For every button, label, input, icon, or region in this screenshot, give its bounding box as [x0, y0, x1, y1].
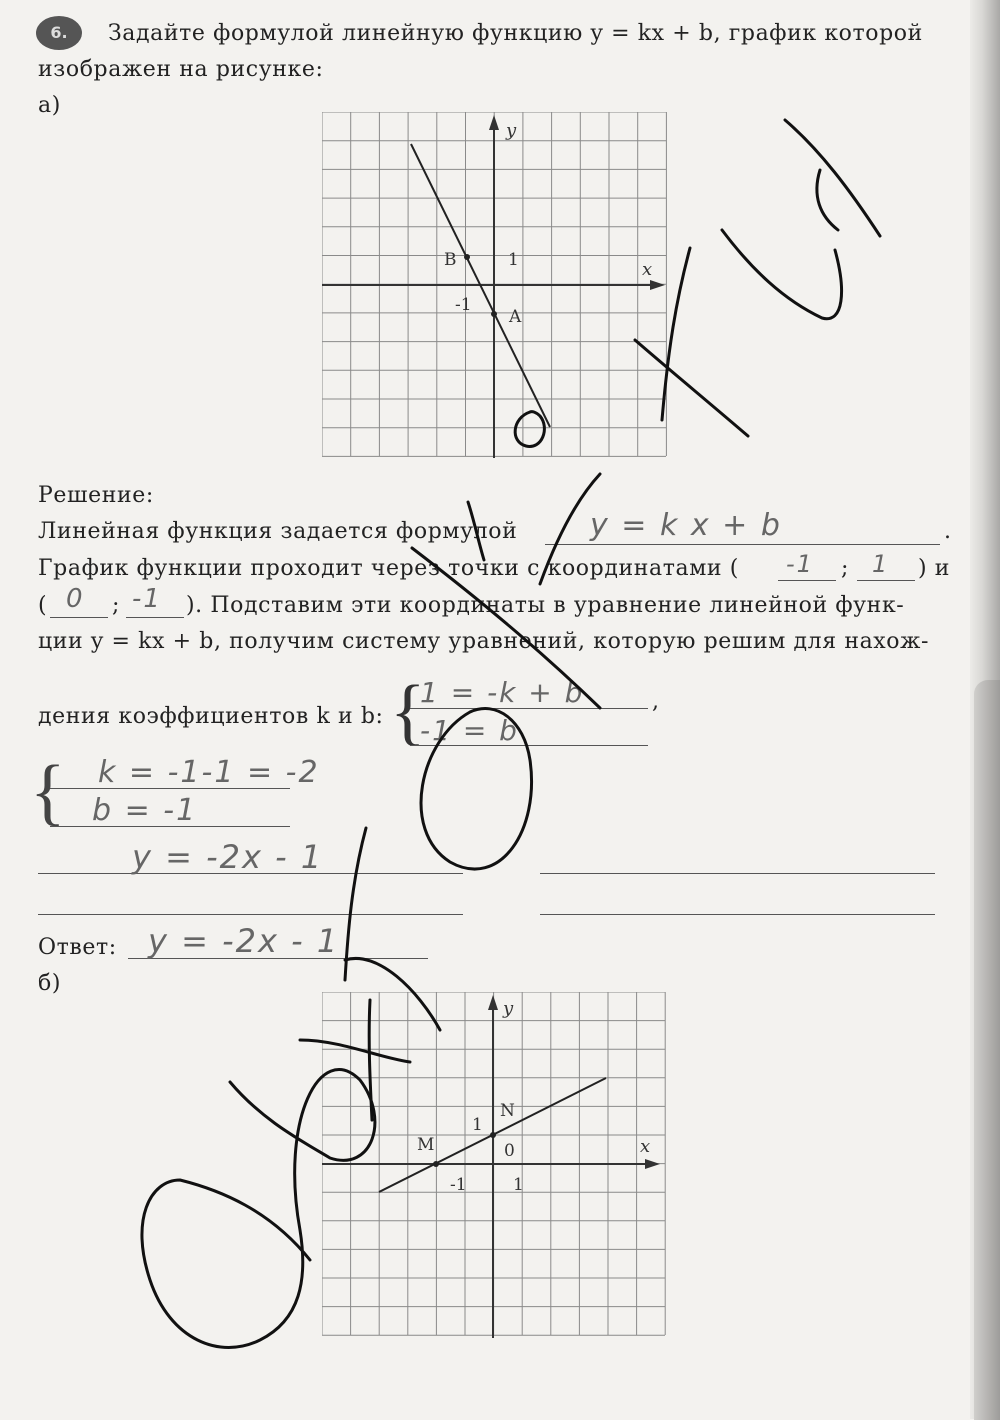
formula-handwritten: y = k x + b [590, 508, 782, 543]
formula-blank-line [545, 544, 940, 545]
graph-b-x-arrow-icon [645, 1159, 660, 1169]
graph-a-y-arrow-icon [489, 115, 499, 130]
graph-b-tick-1-x: 1 [513, 1175, 524, 1195]
task-line-2: изображен на рисунке: [38, 57, 324, 82]
task-number-badge: 6. [36, 16, 82, 50]
graph-a-point-b-label: B [444, 250, 457, 270]
scribble-letter-i-2 [785, 120, 880, 236]
graph-b-point-n-label: N [500, 1101, 515, 1121]
graph-b-y-label: y [503, 998, 514, 1019]
graph-a-y-label: y [506, 120, 517, 141]
graph-b-point-n-dot [490, 1132, 496, 1138]
system-1-comma: , [652, 689, 660, 714]
answer-label: Ответ: [38, 935, 117, 960]
p2-open-paren: ( [38, 593, 48, 618]
p2-y-blank [126, 617, 184, 618]
graph-a-tick-1: 1 [508, 250, 519, 270]
solution-text-4: ции y = kx + b, получим систему уравнений, которую решим для нахож- [38, 629, 930, 654]
work-line-2-left [38, 914, 463, 915]
solution-text-2: График функции проходит через точки с координатами ( [38, 556, 739, 581]
graph-b-x-label: x [640, 1136, 651, 1157]
p1-y-blank [857, 580, 915, 581]
graph-b-point-m-dot [433, 1161, 439, 1167]
solution-heading: Решение: [38, 483, 154, 508]
graph-b-tick-minus-1: -1 [450, 1175, 467, 1195]
p1-x-value: -1 [786, 550, 814, 578]
graph-b-tick-1-y: 1 [472, 1115, 483, 1135]
graph-a-tick-minus-1: -1 [455, 295, 472, 315]
scribble-letter-i-3 [817, 170, 838, 230]
p2-separator: ; [112, 593, 121, 618]
graph-b-y-arrow-icon [488, 995, 498, 1010]
solution-text-5: дения коэффициентов k и b: [38, 704, 384, 729]
p1-separator: ; [841, 556, 850, 581]
task-line-1: Задайте формулой линейную функцию y = kx + b, график которой [108, 21, 923, 46]
work-line-2-right [540, 914, 935, 915]
work-line-1-right [540, 873, 935, 874]
solution-text-3: ). Подставим эти координаты в уравнение линейной функ- [186, 593, 905, 618]
p1-x-blank [778, 580, 836, 581]
result-handwritten: y = -2x - 1 [132, 838, 324, 876]
solution-text-1: Линейная функция задается формулой [38, 519, 518, 544]
p2-x-value: 0 [66, 584, 85, 614]
graph-b-point-m-label: M [417, 1135, 435, 1155]
page-edge-shadow [974, 680, 1000, 1420]
graph-a [322, 112, 667, 458]
graph-a-point-a-dot [491, 311, 497, 317]
p2-x-blank [50, 617, 108, 618]
graph-a-x-arrow-icon [650, 280, 665, 290]
graph-b [322, 992, 667, 1338]
solution-text-2-end: ) и [918, 556, 951, 581]
system-1-brace: { [390, 671, 426, 753]
part-a-label: а) [38, 93, 61, 118]
p2-y-value: -1 [132, 584, 162, 614]
graph-a-point-a-label: A [509, 307, 522, 327]
answer-handwritten: y = -2x - 1 [148, 922, 340, 960]
system-1-eq-1: 1 = -k + b [420, 676, 585, 709]
system-2-eq-1: k = -1-1 = -2 [98, 755, 320, 790]
graph-a-point-b-dot [464, 254, 470, 260]
system-1-eq-2: -1 = b [420, 714, 519, 747]
graph-a-x-label: x [642, 259, 653, 280]
part-b-label: б) [38, 971, 62, 996]
system-2-brace: { [30, 751, 66, 833]
graph-b-origin-label: 0 [504, 1141, 515, 1161]
scribble-letter-i-1 [722, 230, 842, 319]
system-2-eq-2: b = -1 [92, 793, 198, 828]
p1-y-value: 1 [872, 550, 890, 578]
formula-period: . [944, 519, 952, 544]
